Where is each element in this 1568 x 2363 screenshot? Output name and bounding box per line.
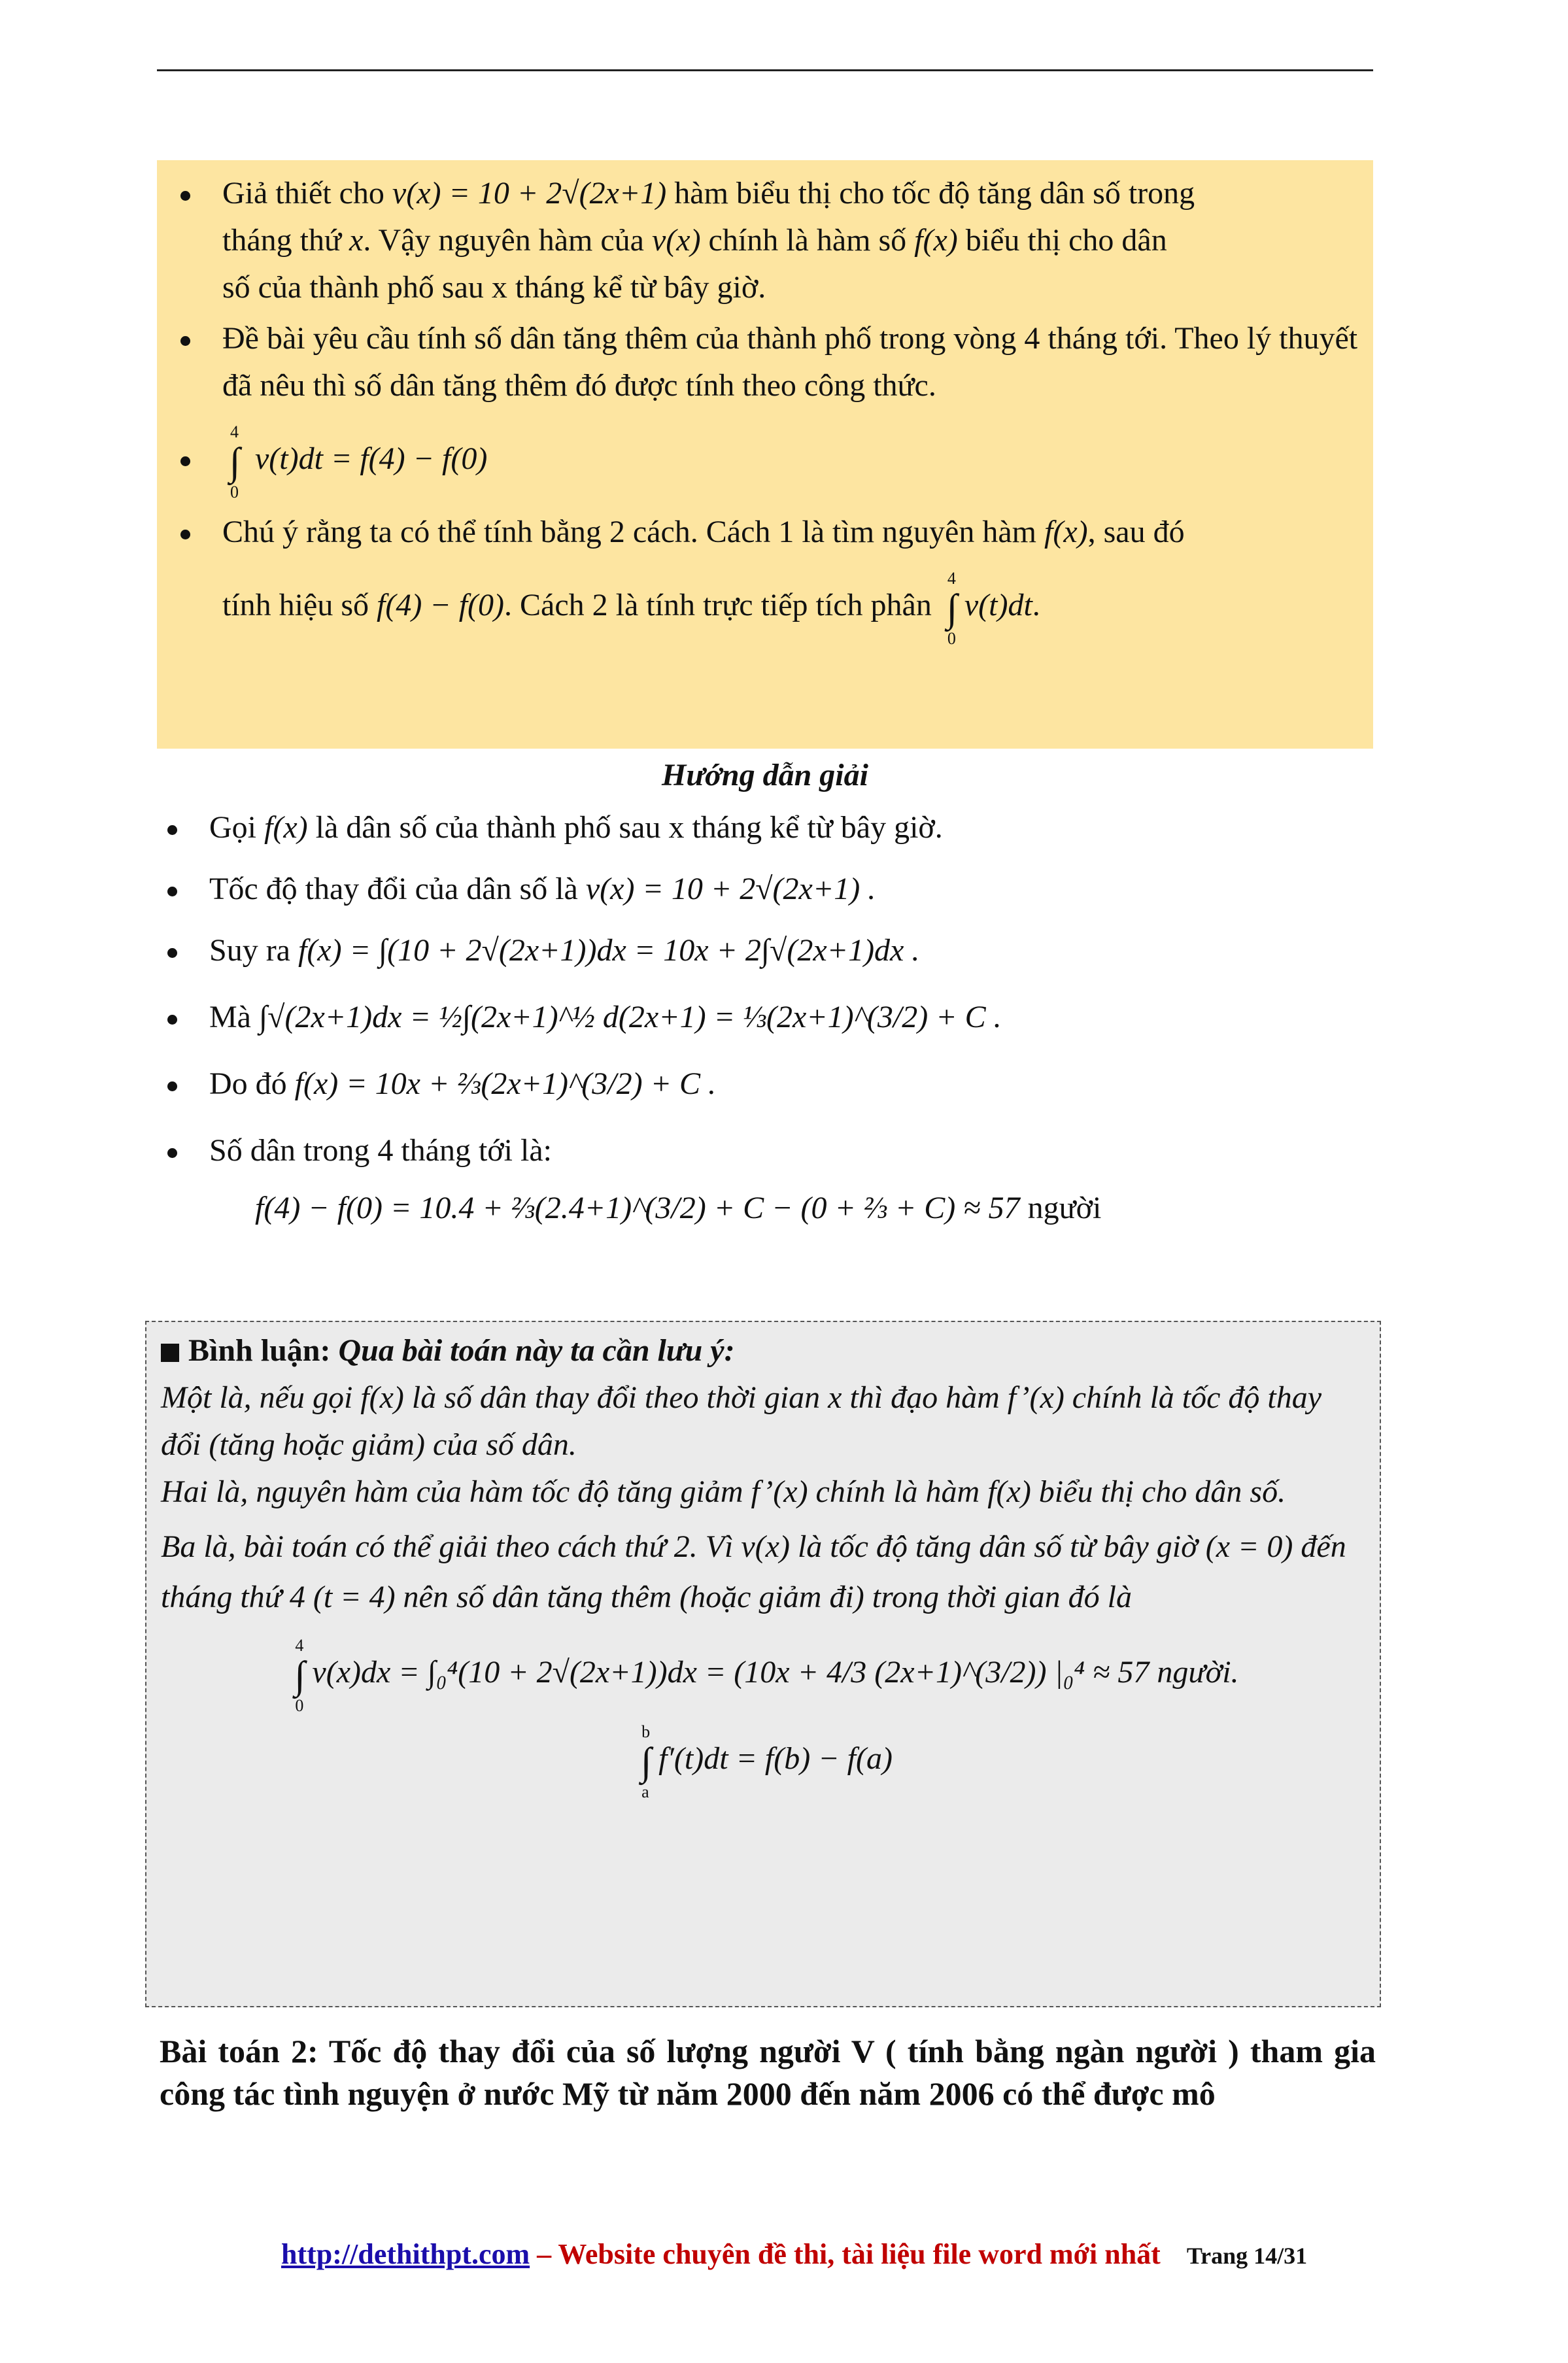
website-link[interactable]: http://dethithpt.com: [281, 2238, 530, 2270]
problem-2: Bài toán 2: Tốc độ thay đổi của số lượng người V ( tính bằng ngàn người ) tham gia công tác tình nguyện ở nước Mỹ từ năm 2000 đến năm 2006 có thể được mô: [160, 2033, 1376, 2112]
integral-sign: ∫ 4 0: [229, 422, 241, 502]
page-number: Trang 14/31: [1186, 2243, 1308, 2269]
comment-title: Bình luận: Qua bài toán này ta cần lưu ý:: [161, 1327, 1365, 1374]
top-rule: [157, 69, 1373, 71]
solution-step-6: Số dân trong 4 tháng tới là:: [157, 1127, 1373, 1174]
integral-sign: ∫ 4 0: [294, 1635, 305, 1715]
solution-step-4: Mà ∫√(2x+1)dx = ½∫(2x+1)^½ d(2x+1) = ⅓(2x+1)^(3/2) + C .: [157, 994, 1373, 1041]
integral-sign: ∫ 4 0: [946, 568, 958, 648]
comment-point-1: Một là, nếu gọi f(x) là số dân thay đổi theo thời gian x thì đạo hàm f’(x) chính là tốc độ thay đổi (tăng hoặc giảm) của số dân.: [161, 1380, 1322, 1462]
hint-box: [157, 160, 1373, 749]
comment-point-2: Hai là, nguyên hàm của hàm tốc độ tăng giảm f’(x) chính là hàm f(x) biểu thị cho dân số.: [161, 1474, 1286, 1509]
comment-equation-2: ∫ b a f′(t)dt = f(b) − f(a): [161, 1735, 1365, 1782]
footer-tagline: – Website chuyên đề thi, tài liệu file word mới nhất: [530, 2238, 1161, 2270]
hint-bullet-4: Chú ý rằng ta có thể tính bằng 2 cách. Cách 1 là tìm nguyên hàm f(x), sau đó tính hiệu số f(4) − f(0). Cách 2 là tính trực tiếp tích phân ∫ 4 0 v(t)dt.: [170, 509, 1360, 629]
hint-bullet-2: Đề bài yêu cầu tính số dân tăng thêm của thành phố trong vòng 4 tháng tới. Theo lý thuyết đã nêu thì số dân tăng thêm đó được tính theo công thức.: [170, 315, 1360, 409]
hint-bullet-1: Giả thiết cho v(x) = 10 + 2√(2x+1) hàm biểu thị cho tốc độ tăng dân số trong tháng thứ x. Vậy nguyên hàm của v(x) chính là hàm số f(x) biểu thị cho dân số của thành phố sau x tháng kể từ bây giờ.: [170, 170, 1360, 311]
solution-step-5: Do đó f(x) = 10x + ⅔(2x+1)^(3/2) + C .: [157, 1061, 1373, 1108]
solution-step-3: Suy ra f(x) = ∫(10 + 2√(2x+1))dx = 10x + 2∫√(2x+1)dx .: [157, 927, 1373, 974]
footer: [281, 2233, 1307, 2276]
comment-equation-1: ∫ 4 0 v(x)dx = ∫₀⁴(10 + 2√(2x+1))dx = (10x + 4/3 (2x+1)^(3/2)) |₀⁴ ≈ 57 người.: [161, 1649, 1365, 1696]
comment-box: [145, 1321, 1381, 2007]
square-bullet-icon: [161, 1344, 179, 1362]
solution-step-2: Tốc độ thay đổi của dân số là v(x) = 10 + 2√(2x+1) .: [157, 866, 1373, 913]
solution-step-1: Gọi f(x) là dân số của thành phố sau x tháng kể từ bây giờ.: [157, 804, 1373, 851]
velocity-formula: v(x) = 10 + 2√(2x+1): [392, 176, 667, 211]
solution-final-line: f(4) − f(0) = 10.4 + ⅔(2.4+1)^(3/2) + C − (0 + ⅔ + C) ≈ 57 người: [255, 1191, 1102, 1225]
comment-point-3: Ba là, bài toán có thể giải theo cách thứ 2. Vì v(x) là tốc độ tăng dân số từ bây giờ (x = 0) đến tháng thứ 4 (t = 4) nên số dân tăng thêm (hoặc giảm đi) trong thời gian đó là: [161, 1529, 1346, 1614]
solution: [157, 804, 1373, 1232]
integral-sign: ∫ b a: [640, 1722, 652, 1801]
solution-title: Hướng dẫn giải: [662, 758, 868, 792]
integral-formula: v(t)dt = f(4) − f(0): [255, 441, 488, 476]
hint-bullet-3: [170, 422, 1360, 502]
